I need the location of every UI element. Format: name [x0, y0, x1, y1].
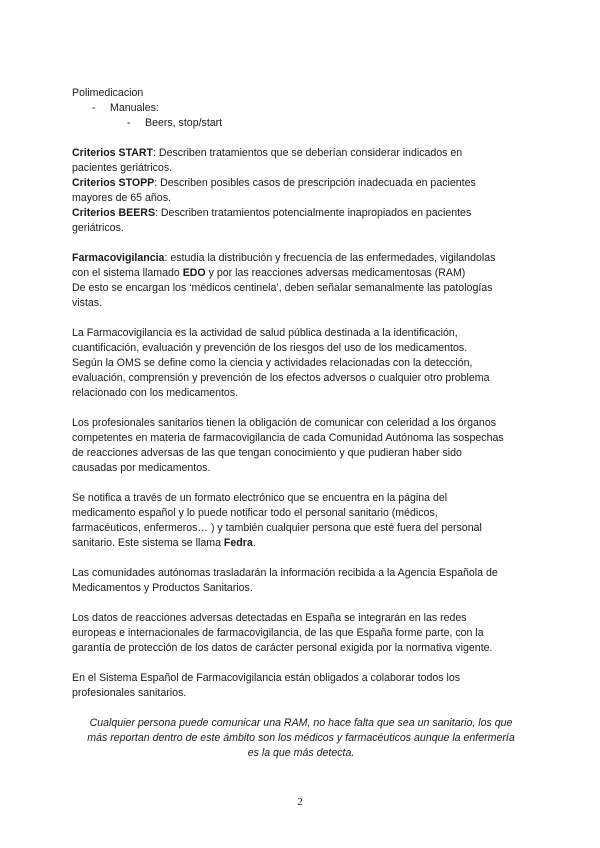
obligation-line: causadas por medicamentos. [72, 462, 211, 474]
obligation-line: de reacciones adversas de las que tengan conocimiento y que pudieran haber sido [72, 447, 462, 459]
criteria-start-term: Criterios START [72, 147, 154, 159]
farmaco-line-2-post: y por las reacciones adversas medicamentosas (RAM) [205, 267, 466, 279]
criteria-stopp-text: : Describen posibles casos de prescripción inadecuada en pacientes [154, 177, 476, 189]
document-page [72, 86, 530, 761]
quote-line: Cualquier persona puede comunicar una RAM, no hace falta que sea un sanitario, los que [89, 717, 513, 729]
criteria-beers-line [72, 206, 530, 221]
farmaco-line-2 [72, 266, 530, 281]
notification-line: medicamento español y lo puede notificar todo el personal sanitario (médicos, [72, 507, 438, 519]
communities-line: Medicamentos y Productos Sanitarios. [72, 582, 253, 594]
integration-line: europeas e internacionales de farmacovigilancia, de las que España forme parte, con la [72, 627, 484, 639]
list-item-beers [127, 116, 530, 131]
criteria-start-line [72, 146, 530, 161]
criteria-beers-term: Criterios BEERS [72, 207, 156, 219]
notification-line: Se notifica a través de un formato electrónico que se encuentra en la página del [72, 492, 448, 504]
list-item-label: Manuales: [110, 102, 159, 114]
farmaco-line-1 [72, 251, 530, 266]
farmacovigilancia-term: Farmacovigilancia [72, 252, 165, 264]
obligation-line: Los profesionales sanitarios tienen la obligación de comunicar con celeridad a los órganos [72, 417, 497, 429]
criteria-stopp-line-2: mayores de 65 años. [72, 192, 171, 204]
definition-line: cuantificación, evaluación y prevención de los riesgos del uso de los medicamentos. [72, 342, 468, 354]
definition-paragraph [72, 326, 530, 401]
notification-paragraph [72, 491, 530, 551]
notification-line-4-pre: sanitario. Este sistema se llama [72, 537, 224, 549]
notification-line: farmacéuticos, enfermeros… ) y también cualquier persona que esté fuera del personal [72, 522, 482, 534]
communities-paragraph [72, 566, 530, 596]
criteria-stopp-line [72, 176, 530, 191]
page-number: 2 [297, 796, 303, 808]
communities-line: Las comunidades autónomas trasladarán la información recibida a la Agencia Española de [72, 567, 498, 579]
bullet-dash: - [92, 102, 96, 114]
quote-line: más reportan dentro de este ámbito son los médicos y farmacéuticos aunque la enfermería [87, 732, 515, 744]
criteria-paragraph [72, 146, 530, 236]
quote-line: es la que más detecta. [247, 747, 355, 759]
integration-line: Los datos de reacciones adversas detectadas en España se integrarán en las redes [72, 612, 467, 624]
notification-line-4-post: . [252, 537, 256, 549]
bullet-dash: - [127, 117, 131, 129]
list-heading: Polimedicacion [72, 87, 144, 99]
definition-line: evaluación, comprensión y prevención de los efectos adversos o cualquier otro problema [72, 372, 490, 384]
definition-line: La Farmacovigilancia es la actividad de salud pública destinada a la identificación, [72, 327, 458, 339]
notification-line-4 [72, 536, 530, 551]
system-line: En el Sistema Español de Farmacovigilancia están obligados a colaborar todos los [72, 672, 461, 684]
definition-line: relacionado con los medicamentos. [72, 387, 239, 399]
farmaco-line-2-pre: con el sistema llamado [72, 267, 183, 279]
integration-line: garantía de protección de los datos de carácter personal exigida por la normativa vigente. [72, 642, 493, 654]
farmacovigilancia-paragraph [72, 251, 530, 311]
farmaco-line-4: vistas. [72, 297, 103, 309]
criteria-beers-line-2: geriátricos. [72, 222, 124, 234]
fedra-term: Fedra [223, 537, 253, 549]
criteria-start-line-2: pacientes geriátricos. [72, 162, 173, 174]
list-item-label: Beers, stop/start [145, 117, 223, 129]
criteria-beers-text: : Describen tratamientos potencialmente inapropiados en pacientes [155, 207, 472, 219]
system-line: profesionales sanitarios. [72, 687, 187, 699]
obligation-line: competentes en materia de farmacovigilancia de cada Comunidad Autónoma las sospechas [72, 432, 504, 444]
criteria-stopp-term: Criterios STOPP [72, 177, 155, 189]
integration-paragraph [72, 611, 530, 656]
farmaco-line-1-text: : estudia la distribución y frecuencia de las enfermedades, vigilandolas [164, 252, 496, 264]
obligation-paragraph [72, 416, 530, 476]
system-paragraph [72, 671, 530, 701]
edo-term: EDO [182, 267, 206, 279]
italic-quote [72, 716, 530, 761]
list-item-manuales [92, 101, 530, 116]
definition-line: Según la OMS se define como la ciencia y actividades relacionadas con la detección, [72, 357, 473, 369]
polimedicacion-list [72, 86, 530, 131]
criteria-start-text: : Describen tratamientos que se deberían considerar indicados en [153, 147, 463, 159]
farmaco-line-3: De esto se encargan los ‘médicos centinela’, deben señalar semanalmente las patologías [72, 282, 493, 294]
